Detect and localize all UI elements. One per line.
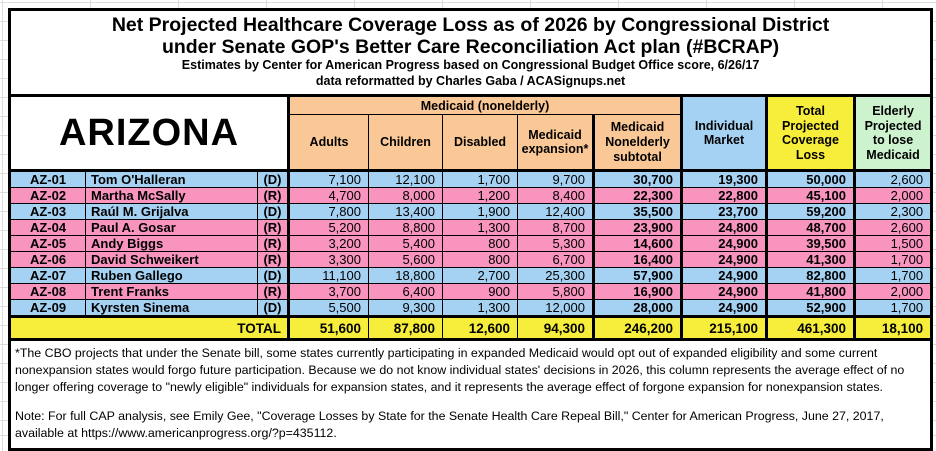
cell-disabled: 1,200 [443,188,518,204]
cell-adults: 7,800 [289,204,369,220]
cell-rep-name: Raúl M. Grijalva [86,204,258,220]
cell-district: AZ-02 [10,188,86,204]
cell-adults: 5,500 [289,300,369,317]
cell-adults: 5,200 [289,220,369,236]
cell-subtotal: 57,900 [594,268,682,284]
cell-children: 9,300 [369,300,443,317]
cell-district: AZ-06 [10,252,86,268]
cell-total-loss: 50,000 [767,171,855,188]
title-line-1: Net Projected Healthcare Coverage Loss as of 2026 by Congressional District [111,14,830,36]
total-children: 87,800 [369,317,443,340]
cell-subtotal: 16,400 [594,252,682,268]
cell-elderly: 1,700 [855,252,932,268]
cell-subtotal: 35,500 [594,204,682,220]
cell-district: AZ-07 [10,268,86,284]
total-individual-market: 215,100 [682,317,767,340]
cell-disabled: 1,700 [443,171,518,188]
cell-rep-name: Trent Franks [86,284,258,300]
cell-children: 5,400 [369,236,443,252]
total-subtotal: 246,200 [594,317,682,340]
cell-district: AZ-08 [10,284,86,300]
cell-subtotal: 28,000 [594,300,682,317]
col-header-elderly-medicaid: Elderly Projected to lose Medicaid [855,96,932,171]
cell-total-loss: 39,500 [767,236,855,252]
cell-party: (D) [258,268,289,284]
cell-elderly: 2,000 [855,188,932,204]
cell-total-loss: 59,200 [767,204,855,220]
district-row-az09 [10,300,932,317]
total-elderly: 18,100 [855,317,932,340]
col-header-adults: Adults [289,115,369,171]
cell-expansion: 5,800 [518,284,594,300]
cell-district: AZ-03 [10,204,86,220]
cell-adults: 7,100 [289,171,369,188]
footnote-note: Note: For full CAP analysis, see Emily Gee, "Coverage Losses by State for the Senate Health Care Repeal Bill," Center for American Progress, June 27, 2017, available at https://www.americanprogress.org/?p=435112. [15,408,884,440]
cell-disabled: 1,900 [443,204,518,220]
total-grand-coverage-loss: 461,300 [767,317,855,340]
cell-individual-market: 24,900 [682,300,767,317]
cell-elderly: 2,300 [855,204,932,220]
cell-elderly: 1,500 [855,236,932,252]
cell-adults: 3,700 [289,284,369,300]
group-header-medicaid-nonelderly: Medicaid (nonelderly) [289,96,682,115]
cell-party: (D) [258,204,289,220]
col-header-total-projected-coverage-loss: Total Projected Coverage Loss [767,96,855,171]
cell-district: AZ-04 [10,220,86,236]
cell-disabled: 900 [443,284,518,300]
col-header-children: Children [369,115,443,171]
cell-elderly: 1,700 [855,300,932,317]
cell-elderly: 2,600 [855,171,932,188]
cell-expansion: 9,700 [518,171,594,188]
cell-total-loss: 48,700 [767,220,855,236]
district-row-az03 [10,204,932,220]
cell-individual-market: 24,800 [682,220,767,236]
cell-children: 13,400 [369,204,443,220]
cell-subtotal: 14,600 [594,236,682,252]
cell-adults: 3,200 [289,236,369,252]
cell-children: 6,400 [369,284,443,300]
cell-rep-name: Andy Biggs [86,236,258,252]
cell-rep-name: David Schweikert [86,252,258,268]
cell-total-loss: 82,800 [767,268,855,284]
cell-total-loss: 52,900 [767,300,855,317]
cell-expansion: 25,300 [518,268,594,284]
district-row-az07 [10,268,932,284]
cell-party: (R) [258,236,289,252]
cell-elderly: 1,700 [855,268,932,284]
cell-children: 12,100 [369,171,443,188]
cell-party: (R) [258,252,289,268]
cell-adults: 4,700 [289,188,369,204]
cell-subtotal: 23,900 [594,220,682,236]
cell-rep-name: Kyrsten Sinema [86,300,258,317]
cell-district: AZ-01 [10,171,86,188]
coverage-loss-table [8,8,933,451]
cell-subtotal: 22,300 [594,188,682,204]
state-name: ARIZONA [10,96,289,171]
cell-children: 8,800 [369,220,443,236]
table-title-block [10,10,932,96]
cell-party: (D) [258,300,289,317]
cell-subtotal: 16,900 [594,284,682,300]
cell-individual-market: 24,900 [682,252,767,268]
district-row-az04 [10,220,932,236]
cell-individual-market: 24,900 [682,284,767,300]
cell-individual-market: 19,300 [682,171,767,188]
cell-party: (R) [258,188,289,204]
cell-district: AZ-05 [10,236,86,252]
col-header-individual-market: Individual Market [682,96,767,171]
cell-individual-market: 24,900 [682,268,767,284]
cell-individual-market: 23,700 [682,204,767,220]
footnote-asterisk: *The CBO projects that under the Senate bill, some states currently participating in expanded Medicaid would opt out of expanded eligibility and some current nonexpansion states would forgo future participation. Because we do not know individual states' decisions in 2026, this column represents the average effect of no longer offering coverage to "newly eligible" individuals for expansion states, and it represents the average effect of forgone expansion for nonexpansion states. [15,346,905,395]
col-header-disabled: Disabled [443,115,518,171]
title-subtitle-1: Estimates by Center for American Progress based on Congressional Budget Office score, 6/26/17 [181,58,760,73]
cell-subtotal: 30,700 [594,171,682,188]
title-subtitle-2: data reformatted by Charles Gaba / ACASignups.net [315,73,626,88]
cell-rep-name: Martha McSally [86,188,258,204]
cell-district: AZ-09 [10,300,86,317]
cell-elderly: 2,600 [855,220,932,236]
cell-expansion: 8,700 [518,220,594,236]
district-row-az08 [10,284,932,300]
cell-expansion: 12,400 [518,204,594,220]
total-expansion: 94,300 [518,317,594,340]
district-row-az05 [10,236,932,252]
cell-expansion: 12,000 [518,300,594,317]
cell-adults: 11,100 [289,268,369,284]
total-adults: 51,600 [289,317,369,340]
cell-rep-name: Paul A. Gosar [86,220,258,236]
cell-rep-name: Tom O'Halleran [86,171,258,188]
cell-disabled: 800 [443,252,518,268]
total-disabled: 12,600 [443,317,518,340]
cell-individual-market: 24,900 [682,236,767,252]
cell-disabled: 1,300 [443,220,518,236]
cell-children: 18,800 [369,268,443,284]
district-row-az06 [10,252,932,268]
cell-elderly: 2,000 [855,284,932,300]
cell-disabled: 2,700 [443,268,518,284]
title-line-2: under Senate GOP's Better Care Reconciliation Act plan (#BCRAP) [161,36,780,59]
cell-children: 8,000 [369,188,443,204]
district-row-az01 [10,171,932,188]
cell-party: (R) [258,220,289,236]
cell-disabled: 800 [443,236,518,252]
total-row [10,317,932,340]
cell-expansion: 8,400 [518,188,594,204]
cell-expansion: 5,300 [518,236,594,252]
col-header-medicaid-expansion: Medicaid expansion* [518,115,594,171]
cell-individual-market: 22,800 [682,188,767,204]
cell-expansion: 6,700 [518,252,594,268]
cell-total-loss: 41,800 [767,284,855,300]
cell-rep-name: Ruben Gallego [86,268,258,284]
district-row-az02 [10,188,932,204]
total-label: TOTAL [10,317,289,340]
cell-party: (D) [258,171,289,188]
col-header-medicaid-nonelderly-subtotal: Medicaid Nonelderly subtotal [594,115,682,171]
cell-total-loss: 45,100 [767,188,855,204]
cell-total-loss: 41,300 [767,252,855,268]
cell-children: 5,600 [369,252,443,268]
cell-disabled: 1,300 [443,300,518,317]
cell-party: (R) [258,284,289,300]
cell-adults: 3,300 [289,252,369,268]
